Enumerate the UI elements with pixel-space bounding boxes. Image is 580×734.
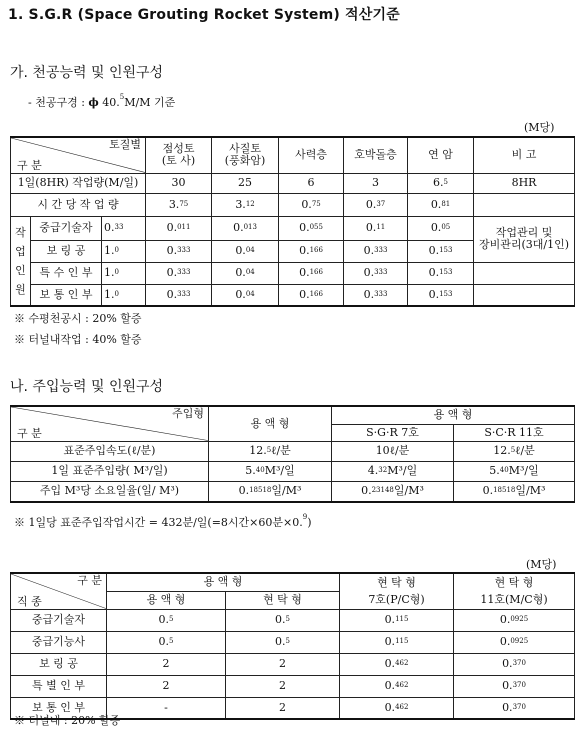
cell-value: 10ℓ/분 [332,441,454,461]
drill-diameter-line: - 천공구경 : ϕ 40.$^5$M/M 기준 [28,93,176,109]
col-7-pc: 7호(P/C형) [340,591,454,609]
col-group-solution: 용 액 형 [332,406,575,424]
crew-value: 0.$^{166}$ [279,262,344,284]
col-group-solution: 용 액 형 [107,573,340,591]
job-name: 보 통 인 부 [11,697,107,719]
document-title: 1. S.G.R (Space Grouting Rocket System) 적산기준 [8,7,400,23]
hourly-sand: 3.12 [212,193,279,216]
col-11-mc: 11호(M/C형) [454,591,575,609]
hourly-clay: 3.75 [146,193,212,216]
cell-value: 4.32M³/일 [332,461,454,481]
job-value: 0.$^5$ [226,609,340,631]
note-horizontal: ※ 수평천공시 : 20% 할증 [14,312,142,325]
section-a-heading: 가. 천공능력 및 인원구성 [10,65,164,81]
crew-value: 0.$^{333}$ [344,284,408,306]
crew-name: 보 링 공 [31,240,102,262]
crew-value: 0.$^{166}$ [279,284,344,306]
cell-value: 12.$^5$ℓ/분 [454,441,575,461]
row-label: 표준주입속도(ℓ/분) [11,441,209,461]
daily-output-label: 1일(8HR) 작업량(M/일) [11,173,146,193]
unit-note-c: (M당) [526,558,557,571]
job-value: 0.$^{115}$ [340,631,454,653]
daily-gravel: 6 [279,173,344,193]
crew-value: 0.$^{153}$ [408,284,474,306]
job-name: 중급기술자 [11,609,107,631]
drilling-table [10,136,575,307]
crew-value: 0.$^{333}$ [146,262,212,284]
crew-value: 0.$^{333}$ [344,240,408,262]
cell-value: 5.40M³/일 [209,461,332,481]
hourly-output-label: 시 간 당 작 업 량 [11,193,146,216]
job-value: 0.$^{115}$ [340,609,454,631]
job-value: 0.$^5$ [226,631,340,653]
job-value: 0.$^{462}$ [340,675,454,697]
daily-soft-rock: 6.$^5$ [408,173,474,193]
crew-value: 0.$^{153}$ [408,240,474,262]
hourly-remark [474,193,575,216]
col-suspension: 현 탁 형 [226,591,340,609]
job-name: 보 링 공 [11,653,107,675]
crew-side-label: 작 업 인 원 [11,216,31,306]
row-label: 주입 M³당 소요일율(일/ M³) [11,481,209,502]
hourly-boulder: 0.37 [344,193,408,216]
job-value: 0.$^{462}$ [340,697,454,719]
job-value: 0.$^{0925}$ [454,609,575,631]
job-value: 0.$^{370}$ [454,697,575,719]
header-diagonal-cell: 구 분 직 종 [11,573,107,609]
col-clay: 점성토 (토 사) [146,137,212,173]
job-value: 0.$^{0925}$ [454,631,575,653]
job-name: 중급기능사 [11,631,107,653]
crew-value: 0.$^{013}$ [212,216,279,240]
section-b-heading: 나. 주입능력 및 인원구성 [10,379,164,395]
crew-value: 0.04 [212,284,279,306]
col-solution-type: 용 액 형 [209,406,332,441]
col-gravel: 사력층 [279,137,344,173]
crew-value: 0.$^{333}$ [146,240,212,262]
crew-base: 1.$^0$ [102,240,146,262]
crew-value: 0.$^{055}$ [279,216,344,240]
col-group-suspension-7: 현 탁 형 [340,573,454,591]
crew-value: 0.04 [212,262,279,284]
cell-value: 5.40M³/일 [454,461,575,481]
header-diagonal-cell: 토질별 구 분 [11,137,146,173]
job-value: 0.$^{370}$ [454,675,575,697]
col-remark: 비 고 [474,137,575,173]
col-solution: 용 액 형 [107,591,226,609]
cell-value: 12.$^5$ℓ/분 [209,441,332,461]
crew-value: 0.$^{333}$ [344,262,408,284]
job-value: 2 [226,675,340,697]
daily-clay: 30 [146,173,212,193]
crew-value: 0.$^{153}$ [408,262,474,284]
col-boulder: 호박돌층 [344,137,408,173]
crew-table [10,572,575,720]
job-value: - [107,697,226,719]
col-sgr7: S·G·R 7호 [332,424,454,441]
crew-value: 0.$^{011}$ [146,216,212,240]
note-tunnel: ※ 터널내작업 : 40% 할증 [14,333,142,346]
unit-note-a: (M당) [524,121,555,134]
job-value: 0.$^5$ [107,609,226,631]
col-scr11: S·C·R 11호 [454,424,575,441]
injection-table [10,405,575,503]
note-injection-time: ※ 1일당 표준주입작업시간 = 432분/일(=8시간×60분×0.$^9$) [14,513,312,529]
hourly-soft-rock: 0.81 [408,193,474,216]
job-name: 특 별 인 부 [11,675,107,697]
job-value: 2 [226,653,340,675]
daily-sand: 25 [212,173,279,193]
job-value: 2 [107,675,226,697]
cell-value: 0.$^{18518}$일/M³ [209,481,332,502]
daily-remark: 8HR [474,173,575,193]
header-diagonal-cell: 주입형 구 분 [11,406,209,441]
col-soft-rock: 연 암 [408,137,474,173]
col-sand: 사질토 (풍화암) [212,137,279,173]
note-tunnel-c: ※ 터널내 : 20% 할증 [14,714,121,727]
job-value: 0.$^{370}$ [454,653,575,675]
row-label: 1일 표준주입량( M³/일) [11,461,209,481]
crew-remark-empty [474,284,575,306]
cell-value: 0.$^{23148}$일/M³ [332,481,454,502]
job-value: 0.$^5$ [107,631,226,653]
crew-name: 특 수 인 부 [31,262,102,284]
job-value: 2 [107,653,226,675]
crew-remark-empty [474,262,575,284]
crew-value: 0.04 [212,240,279,262]
job-value: 2 [226,697,340,719]
crew-base: 0.33 [102,216,146,240]
crew-base: 1.$^0$ [102,262,146,284]
crew-value: 0.$^{333}$ [146,284,212,306]
crew-value: 0.05 [408,216,474,240]
col-group-suspension-11: 현 탁 형 [454,573,575,591]
crew-value: 0.$^{166}$ [279,240,344,262]
crew-name: 중급기술자 [31,216,102,240]
cell-value: 0.$^{18518}$일/M³ [454,481,575,502]
job-value: 0.$^{462}$ [340,653,454,675]
hourly-gravel: 0.75 [279,193,344,216]
crew-value: 0.11 [344,216,408,240]
crew-remark: 작업관리 및 장비관리(3대/1인) [474,216,575,262]
crew-base: 1.$^0$ [102,284,146,306]
daily-boulder: 3 [344,173,408,193]
crew-name: 보 통 인 부 [31,284,102,306]
